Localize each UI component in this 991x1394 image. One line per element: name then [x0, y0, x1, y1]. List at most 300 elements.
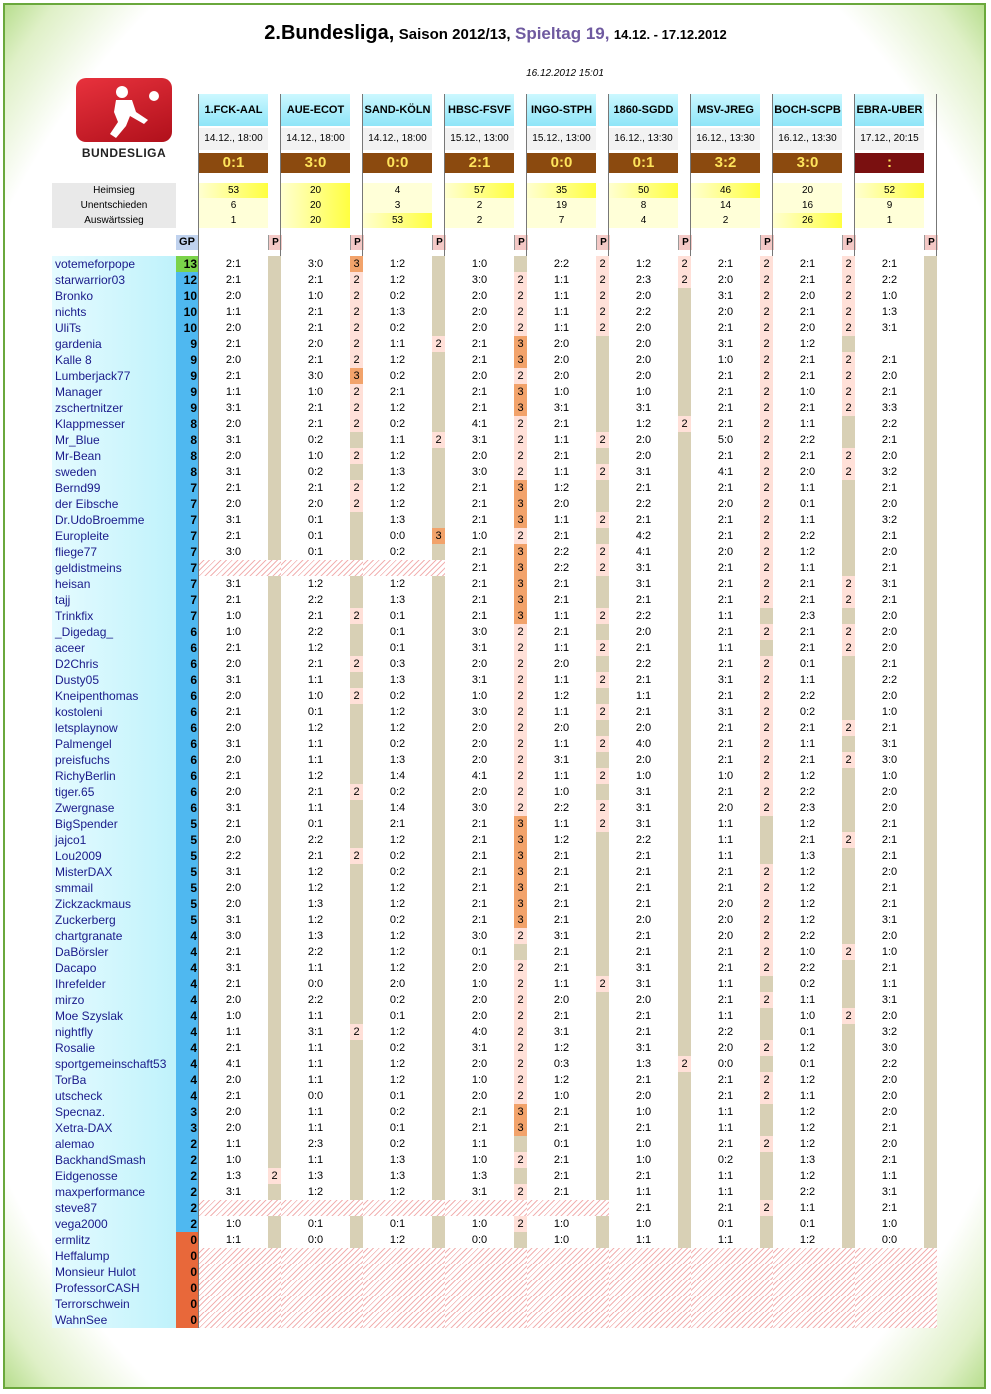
- tip-points: 2: [514, 448, 527, 464]
- player-points-total: 4: [176, 1088, 198, 1104]
- player-name[interactable]: zschertnitzer: [52, 400, 176, 416]
- player-tip: 2:1: [799, 306, 816, 318]
- player-tip: 3:1: [307, 1026, 324, 1038]
- player-tip: 2:1: [553, 450, 570, 462]
- player-name[interactable]: alemao: [52, 1136, 176, 1152]
- player-name[interactable]: Heffalump: [52, 1248, 176, 1264]
- player-tip: 2:1: [717, 786, 734, 798]
- player-tip: 1:1: [799, 562, 816, 574]
- player-tip: 1:1: [553, 642, 570, 654]
- tip-points: 3: [514, 816, 527, 832]
- tip-points: [924, 432, 937, 448]
- player-tip: 1:2: [799, 1106, 816, 1118]
- match-team-pair[interactable]: 1.FCK-AAL: [199, 94, 268, 126]
- tip-points: 2: [514, 640, 527, 656]
- player-name[interactable]: Mr-Bean: [52, 448, 176, 464]
- player-tip: 2:0: [553, 722, 570, 734]
- tip-points: [432, 976, 445, 992]
- player-tip: 2:2: [635, 610, 652, 622]
- player-tip: 1:2: [389, 578, 406, 590]
- player-name[interactable]: Klappmesser: [52, 416, 176, 432]
- player-tip: 0:0: [471, 1234, 488, 1246]
- tip-points: [350, 592, 363, 608]
- tip-points: [268, 640, 281, 656]
- tip-points: 2: [760, 1088, 773, 1104]
- tip-points: [924, 1008, 937, 1024]
- tip-points: [678, 368, 691, 384]
- player-name[interactable]: Rosalie: [52, 1040, 176, 1056]
- player-tip: 0:1: [471, 946, 488, 958]
- player-tip: 2:0: [225, 418, 242, 430]
- player-name[interactable]: jajco1: [52, 832, 176, 848]
- table-row: [0, 1120, 991, 1136]
- player-name[interactable]: maxperformance: [52, 1184, 176, 1200]
- player-tip: 3:1: [635, 466, 652, 478]
- player-tip: 2:1: [225, 530, 242, 542]
- tip-points: [268, 864, 281, 880]
- tip-points: [678, 768, 691, 784]
- player-tip: 2:0: [225, 1106, 242, 1118]
- tip-points: 2: [760, 960, 773, 976]
- player-name[interactable]: Moe Szyslak: [52, 1008, 176, 1024]
- table-row: [0, 656, 991, 672]
- missing-tip: [609, 1296, 691, 1312]
- match-team-pair[interactable]: INGO-STPH: [527, 94, 596, 126]
- player-name[interactable]: Monsieur Hulot: [52, 1264, 176, 1280]
- player-tip: 1:1: [881, 978, 898, 990]
- player-name[interactable]: tiger.65: [52, 784, 176, 800]
- player-tip: 2:0: [881, 1010, 898, 1022]
- table-row: [0, 272, 991, 288]
- match-team-pair[interactable]: AUE-ECOT: [281, 94, 350, 126]
- player-name[interactable]: Zuckerberg: [52, 912, 176, 928]
- player-tip: 2:1: [635, 514, 652, 526]
- tip-points: 2: [596, 512, 609, 528]
- tip-points: [268, 656, 281, 672]
- tip-points: 2: [350, 384, 363, 400]
- player-name[interactable]: _Digedag_: [52, 624, 176, 640]
- player-tip: 2:0: [389, 978, 406, 990]
- player-tip: 1:0: [307, 450, 324, 462]
- tip-points: 2: [514, 688, 527, 704]
- player-name[interactable]: Dacapo: [52, 960, 176, 976]
- tip-points: [678, 640, 691, 656]
- player-tip: 4:1: [471, 770, 488, 782]
- player-tip: 2:0: [635, 626, 652, 638]
- player-name[interactable]: Lumberjack77: [52, 368, 176, 384]
- match-team-pair[interactable]: 1860-SGDD: [609, 94, 678, 126]
- player-tip: 2:0: [225, 994, 242, 1006]
- player-name[interactable]: Mr_Blue: [52, 432, 176, 448]
- tip-points: [432, 640, 445, 656]
- tip-points: 3: [350, 256, 363, 272]
- player-name[interactable]: Dr.UdoBroemme: [52, 512, 176, 528]
- player-tip: 1:2: [553, 1042, 570, 1054]
- player-tip: 3:1: [225, 866, 242, 878]
- player-tip: 2:0: [471, 786, 488, 798]
- player-name[interactable]: heisan: [52, 576, 176, 592]
- tip-points: [350, 432, 363, 448]
- player-tip: 1:0: [225, 1154, 242, 1166]
- tip-points: [842, 784, 855, 800]
- player-tip: 1:2: [799, 338, 816, 350]
- player-tip: 1:1: [553, 674, 570, 686]
- tip-points: 3: [350, 368, 363, 384]
- missing-tip: [445, 1264, 527, 1280]
- table-row: [0, 1168, 991, 1184]
- player-tip: 2:1: [471, 594, 488, 606]
- tip-points: 2: [514, 736, 527, 752]
- tip-points: 2: [842, 272, 855, 288]
- tip-points: [678, 1216, 691, 1232]
- tip-points: [678, 992, 691, 1008]
- player-tip: 1:2: [799, 1234, 816, 1246]
- player-name[interactable]: letsplaynow: [52, 720, 176, 736]
- match-result: 3:0: [773, 153, 842, 173]
- tip-points: [842, 1216, 855, 1232]
- player-name[interactable]: kostoleni: [52, 704, 176, 720]
- player-tip: 2:0: [471, 306, 488, 318]
- tip-points: [432, 576, 445, 592]
- tip-points: [924, 1136, 937, 1152]
- player-tip: 1:1: [717, 978, 734, 990]
- tip-points: [432, 1168, 445, 1184]
- tip-count-draw: 3: [363, 198, 432, 213]
- player-name[interactable]: aceer: [52, 640, 176, 656]
- league-title: 2.Bundesliga,: [264, 22, 395, 44]
- tip-points: 2: [760, 560, 773, 576]
- player-points-total: 6: [176, 736, 198, 752]
- tip-points: 2: [514, 464, 527, 480]
- player-tip: 1:2: [389, 1058, 406, 1070]
- tip-points: [924, 752, 937, 768]
- player-tip: 2:1: [717, 962, 734, 974]
- player-name[interactable]: Lou2009: [52, 848, 176, 864]
- player-name[interactable]: starwarrior03: [52, 272, 176, 288]
- player-name[interactable]: steve87: [52, 1200, 176, 1216]
- player-tip: 1:0: [881, 770, 898, 782]
- player-tip: 2:2: [553, 802, 570, 814]
- tip-points: [268, 1152, 281, 1168]
- player-name[interactable]: sportgemeinschaft53: [52, 1056, 176, 1072]
- player-name[interactable]: Bronko: [52, 288, 176, 304]
- player-tip: 0:2: [389, 850, 406, 862]
- player-tip: 2:2: [799, 434, 816, 446]
- player-points-total: 2: [176, 1168, 198, 1184]
- tip-points: [924, 256, 937, 272]
- player-name[interactable]: preisfuchs: [52, 752, 176, 768]
- tip-points: 2: [514, 720, 527, 736]
- player-tip: 1:0: [471, 1154, 488, 1166]
- player-tip: 2:1: [553, 850, 570, 862]
- tip-points: 2: [760, 464, 773, 480]
- player-name[interactable]: ProfessorCASH: [52, 1280, 176, 1296]
- player-name[interactable]: gardenia: [52, 336, 176, 352]
- table-row: [0, 736, 991, 752]
- player-name[interactable]: nichts: [52, 304, 176, 320]
- tip-points: [268, 288, 281, 304]
- tip-points: [268, 976, 281, 992]
- player-tip: 1:0: [717, 354, 734, 366]
- player-tip: 1:0: [881, 946, 898, 958]
- player-name[interactable]: fliege77: [52, 544, 176, 560]
- tip-points: [678, 1168, 691, 1184]
- player-points-total: 7: [176, 592, 198, 608]
- player-tip: 2:1: [717, 946, 734, 958]
- player-tip: 1:2: [389, 450, 406, 462]
- player-name[interactable]: utscheck: [52, 1088, 176, 1104]
- tip-points: [268, 800, 281, 816]
- player-tip: 2:1: [471, 386, 488, 398]
- player-name[interactable]: Eidgenosse: [52, 1168, 176, 1184]
- player-name[interactable]: Zickzackmaus: [52, 896, 176, 912]
- player-tip: 2:0: [307, 498, 324, 510]
- tip-count-home: 50: [609, 183, 678, 198]
- match-team-pair[interactable]: BOCH-SCPB: [773, 94, 842, 126]
- tip-points: 2: [350, 304, 363, 320]
- tip-points: [268, 816, 281, 832]
- tip-points: 2: [842, 592, 855, 608]
- player-tip: 2:1: [225, 946, 242, 958]
- tip-points: [678, 720, 691, 736]
- player-tip: 1:1: [553, 274, 570, 286]
- tip-points: [678, 480, 691, 496]
- tip-points: [678, 1232, 691, 1248]
- player-name[interactable]: Dusty05: [52, 672, 176, 688]
- player-name[interactable]: Kalle 8: [52, 352, 176, 368]
- tip-points: [350, 1152, 363, 1168]
- tip-points: 3: [514, 560, 527, 576]
- player-tip: 3:1: [471, 642, 488, 654]
- player-name[interactable]: chartgranate: [52, 928, 176, 944]
- player-tip: 3:0: [881, 1042, 898, 1054]
- player-tip: 1:2: [389, 1186, 406, 1198]
- tip-points: [760, 640, 773, 656]
- player-name[interactable]: Trinkfix: [52, 608, 176, 624]
- tip-points: [924, 896, 937, 912]
- match-team-pair[interactable]: SAND-KÖLN: [363, 94, 432, 126]
- player-name[interactable]: MisterDAX: [52, 864, 176, 880]
- tip-points: 2: [432, 432, 445, 448]
- player-tip: 3:0: [471, 930, 488, 942]
- player-tip: 3:3: [881, 402, 898, 414]
- match-team-pair[interactable]: HBSC-FSVF: [445, 94, 514, 126]
- player-name[interactable]: UliTs: [52, 320, 176, 336]
- tip-points: [514, 1168, 527, 1184]
- tip-points: 2: [350, 400, 363, 416]
- match-kickoff: 15.12., 13:00: [527, 128, 596, 150]
- player-points-total: 9: [176, 400, 198, 416]
- tip-points: [596, 480, 609, 496]
- player-tip: 2:1: [307, 306, 324, 318]
- tip-points: [678, 384, 691, 400]
- player-points-total: 10: [176, 320, 198, 336]
- tip-points: 2: [350, 1024, 363, 1040]
- tip-points: [842, 1056, 855, 1072]
- player-points-total: 6: [176, 768, 198, 784]
- player-tip: 3:1: [225, 1186, 242, 1198]
- player-name[interactable]: Terrorschwein: [52, 1296, 176, 1312]
- tip-points: 2: [596, 544, 609, 560]
- gp-header: GP: [176, 235, 198, 250]
- player-name[interactable]: Bernd99: [52, 480, 176, 496]
- tip-points: 2: [842, 320, 855, 336]
- tip-points: 2: [760, 896, 773, 912]
- player-points-total: 9: [176, 368, 198, 384]
- tip-points: [924, 608, 937, 624]
- player-name[interactable]: sweden: [52, 464, 176, 480]
- player-tip: 2:0: [717, 898, 734, 910]
- player-name[interactable]: geldistmeins: [52, 560, 176, 576]
- tip-count-away: 1: [199, 213, 268, 228]
- player-points-total: 5: [176, 912, 198, 928]
- player-tip: 2:0: [881, 626, 898, 638]
- tip-points: [842, 432, 855, 448]
- player-name[interactable]: Ihrefelder: [52, 976, 176, 992]
- tip-points: [678, 752, 691, 768]
- player-tip: 1:0: [553, 786, 570, 798]
- tip-points: [678, 960, 691, 976]
- player-tip: 1:0: [471, 530, 488, 542]
- player-tip: 2:0: [881, 866, 898, 878]
- player-points-total: 7: [176, 608, 198, 624]
- tip-points: [842, 608, 855, 624]
- player-tip: 1:1: [307, 738, 324, 750]
- player-tip: 2:1: [553, 914, 570, 926]
- missing-tip: [609, 1264, 691, 1280]
- player-name[interactable]: Manager: [52, 384, 176, 400]
- player-name[interactable]: Kneipenthomas: [52, 688, 176, 704]
- player-name[interactable]: ermlitz: [52, 1232, 176, 1248]
- tip-points: [924, 640, 937, 656]
- player-name[interactable]: TorBa: [52, 1072, 176, 1088]
- player-tip: 2:1: [881, 1154, 898, 1166]
- tip-points: [678, 816, 691, 832]
- tip-points: 2: [760, 528, 773, 544]
- player-name[interactable]: RichyBerlin: [52, 768, 176, 784]
- tip-count-draw: 6: [199, 198, 268, 213]
- player-name[interactable]: Specnaz.: [52, 1104, 176, 1120]
- player-tip: 2:1: [717, 578, 734, 590]
- player-name[interactable]: votemeforpope: [52, 256, 176, 272]
- player-tip: 2:1: [307, 786, 324, 798]
- player-name[interactable]: smmail: [52, 880, 176, 896]
- player-name[interactable]: Xetra-DAX: [52, 1120, 176, 1136]
- player-name[interactable]: nightfly: [52, 1024, 176, 1040]
- tip-points: [760, 816, 773, 832]
- tip-points: [596, 576, 609, 592]
- tip-points: 3: [514, 1104, 527, 1120]
- player-name[interactable]: BigSpender: [52, 816, 176, 832]
- tip-points: [842, 704, 855, 720]
- player-name[interactable]: der Eibsche: [52, 496, 176, 512]
- player-points-total: 5: [176, 816, 198, 832]
- player-name[interactable]: vega2000: [52, 1216, 176, 1232]
- tip-points: [432, 496, 445, 512]
- player-tip: 3:1: [225, 402, 242, 414]
- player-tip: 3:1: [225, 962, 242, 974]
- player-tip: 2:0: [471, 450, 488, 462]
- player-points-total: 6: [176, 720, 198, 736]
- match-team-pair[interactable]: MSV-JREG: [691, 94, 760, 126]
- player-name[interactable]: WahnSee: [52, 1312, 176, 1328]
- player-tip: 2:1: [471, 498, 488, 510]
- player-tip: 3:1: [471, 434, 488, 446]
- tip-points: [596, 656, 609, 672]
- table-row: [0, 1040, 991, 1056]
- player-name[interactable]: BackhandSmash: [52, 1152, 176, 1168]
- tip-count-away: 1: [855, 213, 924, 228]
- tip-points: [514, 1136, 527, 1152]
- match-team-pair[interactable]: EBRA-UBER: [855, 94, 924, 126]
- player-tip: 2:0: [881, 642, 898, 654]
- tip-points: [268, 912, 281, 928]
- missing-tip: [445, 1280, 527, 1296]
- player-tip: 1:1: [389, 434, 406, 446]
- player-tip: 2:1: [635, 1074, 652, 1086]
- player-tip: 2:2: [553, 258, 570, 270]
- tip-points: [432, 592, 445, 608]
- table-row: [0, 384, 991, 400]
- player-tip: 2:1: [553, 946, 570, 958]
- table-row: [0, 1008, 991, 1024]
- player-tip: 0:2: [389, 738, 406, 750]
- tip-points: [432, 624, 445, 640]
- player-name[interactable]: DaBörsler: [52, 944, 176, 960]
- tip-points: 2: [514, 1152, 527, 1168]
- player-name[interactable]: Europleite: [52, 528, 176, 544]
- player-tip: 2:1: [881, 882, 898, 894]
- tip-points: [842, 656, 855, 672]
- tip-points: [350, 1056, 363, 1072]
- tip-points: 2: [514, 368, 527, 384]
- player-name[interactable]: D2Chris: [52, 656, 176, 672]
- tip-points: [432, 448, 445, 464]
- missing-tip: [281, 1296, 363, 1312]
- tip-points: [350, 576, 363, 592]
- tip-points: [924, 768, 937, 784]
- player-tip: 0:0: [881, 1234, 898, 1246]
- player-name[interactable]: tajj: [52, 592, 176, 608]
- tip-points: [268, 832, 281, 848]
- player-tip: 2:2: [635, 306, 652, 318]
- match-result: 3:0: [281, 153, 350, 173]
- tip-points: 3: [514, 608, 527, 624]
- player-tip: 1:2: [307, 642, 324, 654]
- tip-points: 2: [760, 768, 773, 784]
- player-name[interactable]: Zwergnase: [52, 800, 176, 816]
- tip-points: 2: [350, 656, 363, 672]
- tip-points: 3: [514, 384, 527, 400]
- tip-points: [432, 880, 445, 896]
- player-tip: 3:1: [225, 514, 242, 526]
- player-tip: 1:0: [471, 1074, 488, 1086]
- player-tip: 2:1: [881, 898, 898, 910]
- tip-points: [924, 1088, 937, 1104]
- tip-points: [924, 688, 937, 704]
- tip-points: [432, 608, 445, 624]
- player-name[interactable]: mirzo: [52, 992, 176, 1008]
- player-tip: 2:1: [553, 1170, 570, 1182]
- player-tip: 1:1: [799, 514, 816, 526]
- tip-points: [842, 544, 855, 560]
- player-tip: 2:2: [307, 626, 324, 638]
- tip-points: [350, 736, 363, 752]
- tip-points: [432, 736, 445, 752]
- player-tip: 0:2: [389, 1042, 406, 1054]
- player-name[interactable]: Palmengel: [52, 736, 176, 752]
- missing-tip: [527, 1200, 609, 1216]
